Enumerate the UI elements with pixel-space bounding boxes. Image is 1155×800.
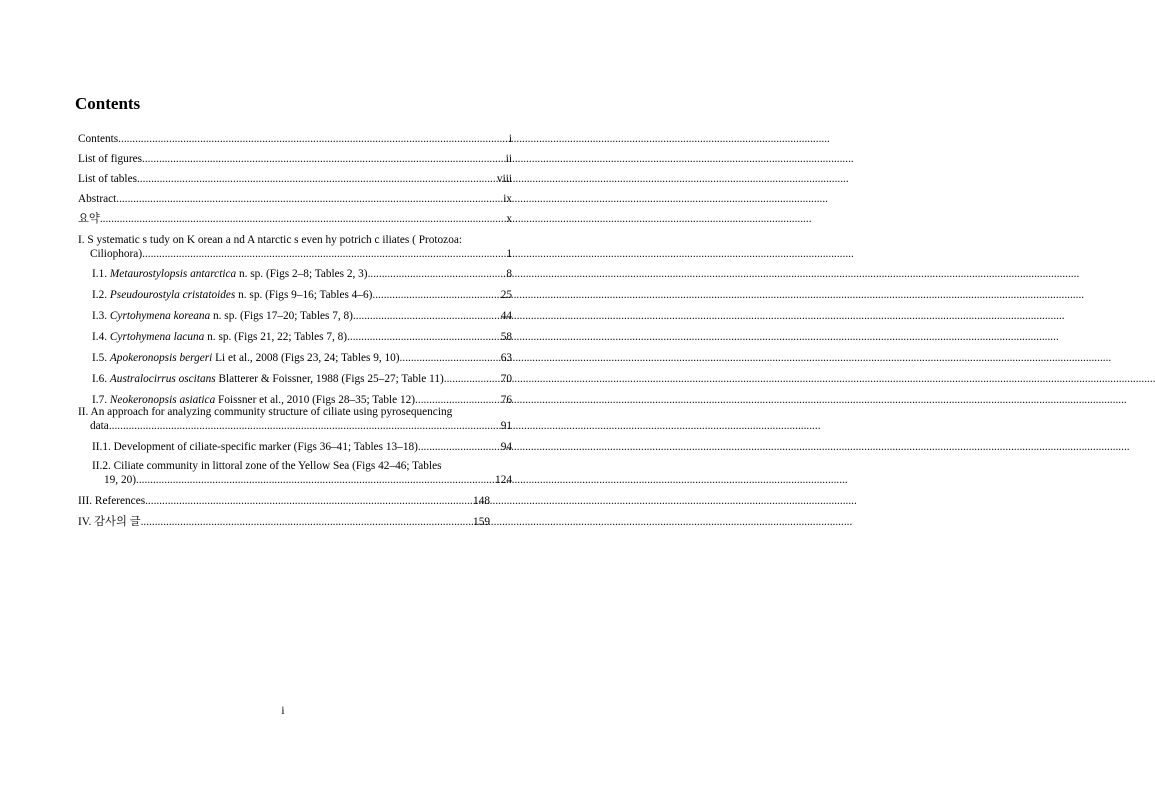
toc-entry-chapter-2-line1 <box>78 405 512 419</box>
toc-entry-page: 8 <box>506 268 512 280</box>
section-desc: n. sp. (Figs 2–8; Tables 2, 3) <box>236 268 368 280</box>
toc-entry-title: List of figures <box>78 153 143 165</box>
section-desc: Li et al., 2008 (Figs 23, 24; Tables 9, 10) <box>212 352 400 364</box>
section-number: I.2. <box>92 289 110 301</box>
toc-entry-page: ix <box>503 193 512 205</box>
toc-entry-page: 58 <box>500 331 512 343</box>
species-name: Cyrtohymena lacuna <box>109 331 205 343</box>
species-name: Cyrtohymena koreana <box>109 310 211 322</box>
toc-entry-page: 94 <box>500 441 512 453</box>
page-number: i <box>281 705 285 717</box>
species-name: Pseudourostyla cristatoides <box>109 289 236 301</box>
section-desc: n. sp. (Figs 17–20; Tables 7, 8) <box>210 310 353 322</box>
toc-entry-title: I. S ystematic s tudy on K orean a nd A ntarctic s even hy potrich c iliates ( Protozoa: <box>78 234 462 246</box>
toc-entry-page: x <box>506 213 512 225</box>
toc-entry-page: 91 <box>500 420 512 432</box>
toc-entry-page: 1 <box>506 248 512 260</box>
toc-entry-references <box>78 494 490 508</box>
toc-entry-title-cont: data <box>90 420 109 432</box>
section-number: I.7. <box>92 394 110 406</box>
species-name: Australocirrus oscitans <box>109 373 216 385</box>
toc-entry-page: i <box>508 133 512 145</box>
toc-entry-section-1-2 <box>92 288 512 302</box>
section-number: I.6. <box>92 373 110 385</box>
toc-entry-page: 124 <box>495 474 512 486</box>
toc-entry-section-1-5 <box>92 351 512 365</box>
toc-entry-page: 25 <box>500 289 512 301</box>
section-number: I.3. <box>92 310 110 322</box>
toc-entry-title: 요약 <box>78 213 100 225</box>
section-desc: n. sp. (Figs 9–16; Tables 4–6) <box>235 289 373 301</box>
toc-entry-section-1-3 <box>92 309 512 323</box>
species-name: Metaurostylopsis antarctica <box>109 268 237 280</box>
toc-entry-section-1-1 <box>92 267 512 281</box>
toc-entry-page: ii <box>505 153 512 165</box>
toc-entry-chapter-2 <box>78 419 512 433</box>
toc-entry-chapter-1-line1 <box>78 233 512 247</box>
section-desc: Blatterer & Foissner, 1988 (Figs 25–27; Table 11) <box>215 373 444 385</box>
toc-entry-title: List of tables <box>78 173 137 185</box>
toc-entry-section-2-1 <box>92 440 512 454</box>
toc-entry-title-cont: 19, 20) <box>104 474 137 486</box>
toc-entry-page: 70 <box>500 373 512 385</box>
toc-entry-page: 76 <box>500 394 512 406</box>
toc-entry-contents <box>78 132 512 146</box>
toc-entry-title-cont: Ciliophora) <box>90 248 143 260</box>
page-title: Contents <box>75 94 141 113</box>
toc-entry-acknowledgements <box>78 515 490 529</box>
toc-entry-title: III. References <box>78 495 146 507</box>
toc-entry-title: II. An approach for analyzing community structure of ciliate using pyrosequencing <box>78 406 453 418</box>
section-number: I.4. <box>92 331 110 343</box>
toc-entry-chapter-1 <box>78 247 512 261</box>
toc-entry-section-2-2 <box>92 473 512 487</box>
toc-entry-title: Abstract <box>78 193 117 205</box>
section-number: I.1. <box>92 268 110 280</box>
toc-entry-page: 44 <box>500 310 512 322</box>
toc-entry-title: II.2. Ciliate community in littoral zone of the Yellow Sea (Figs 42–46; Tables <box>92 460 442 472</box>
species-name: Neokeronopsis asiatica <box>109 394 216 406</box>
species-name: Apokeronopsis bergeri <box>109 352 213 364</box>
toc-entry-page: viii <box>496 173 512 185</box>
toc-entry-section-1-6 <box>92 372 512 386</box>
toc-entry-section-2-2-line1 <box>92 459 512 473</box>
toc-entry-title: Contents <box>78 133 119 145</box>
toc-entry-korean-abstract <box>78 212 512 226</box>
toc-entry-figures <box>78 152 512 166</box>
section-desc: n. sp. (Figs 21, 22; Tables 7, 8) <box>204 331 348 343</box>
toc-entry-page: 159 <box>473 516 490 528</box>
toc-entry-abstract <box>78 192 512 206</box>
toc-entry-section-1-4 <box>92 330 512 344</box>
toc-entry-title: II.1. Development of ciliate-specific marker (Figs 36–41; Tables 13–18) <box>92 441 418 453</box>
toc-entry-tables <box>78 172 512 186</box>
section-number: I.5. <box>92 352 110 364</box>
section-desc: Foissner et al., 2010 (Figs 28–35; Table 12) <box>215 394 416 406</box>
toc-entry-title: IV. 감사의 글 <box>78 516 141 528</box>
toc-entry-page: 148 <box>473 495 490 507</box>
toc-entry-page: 63 <box>500 352 512 364</box>
